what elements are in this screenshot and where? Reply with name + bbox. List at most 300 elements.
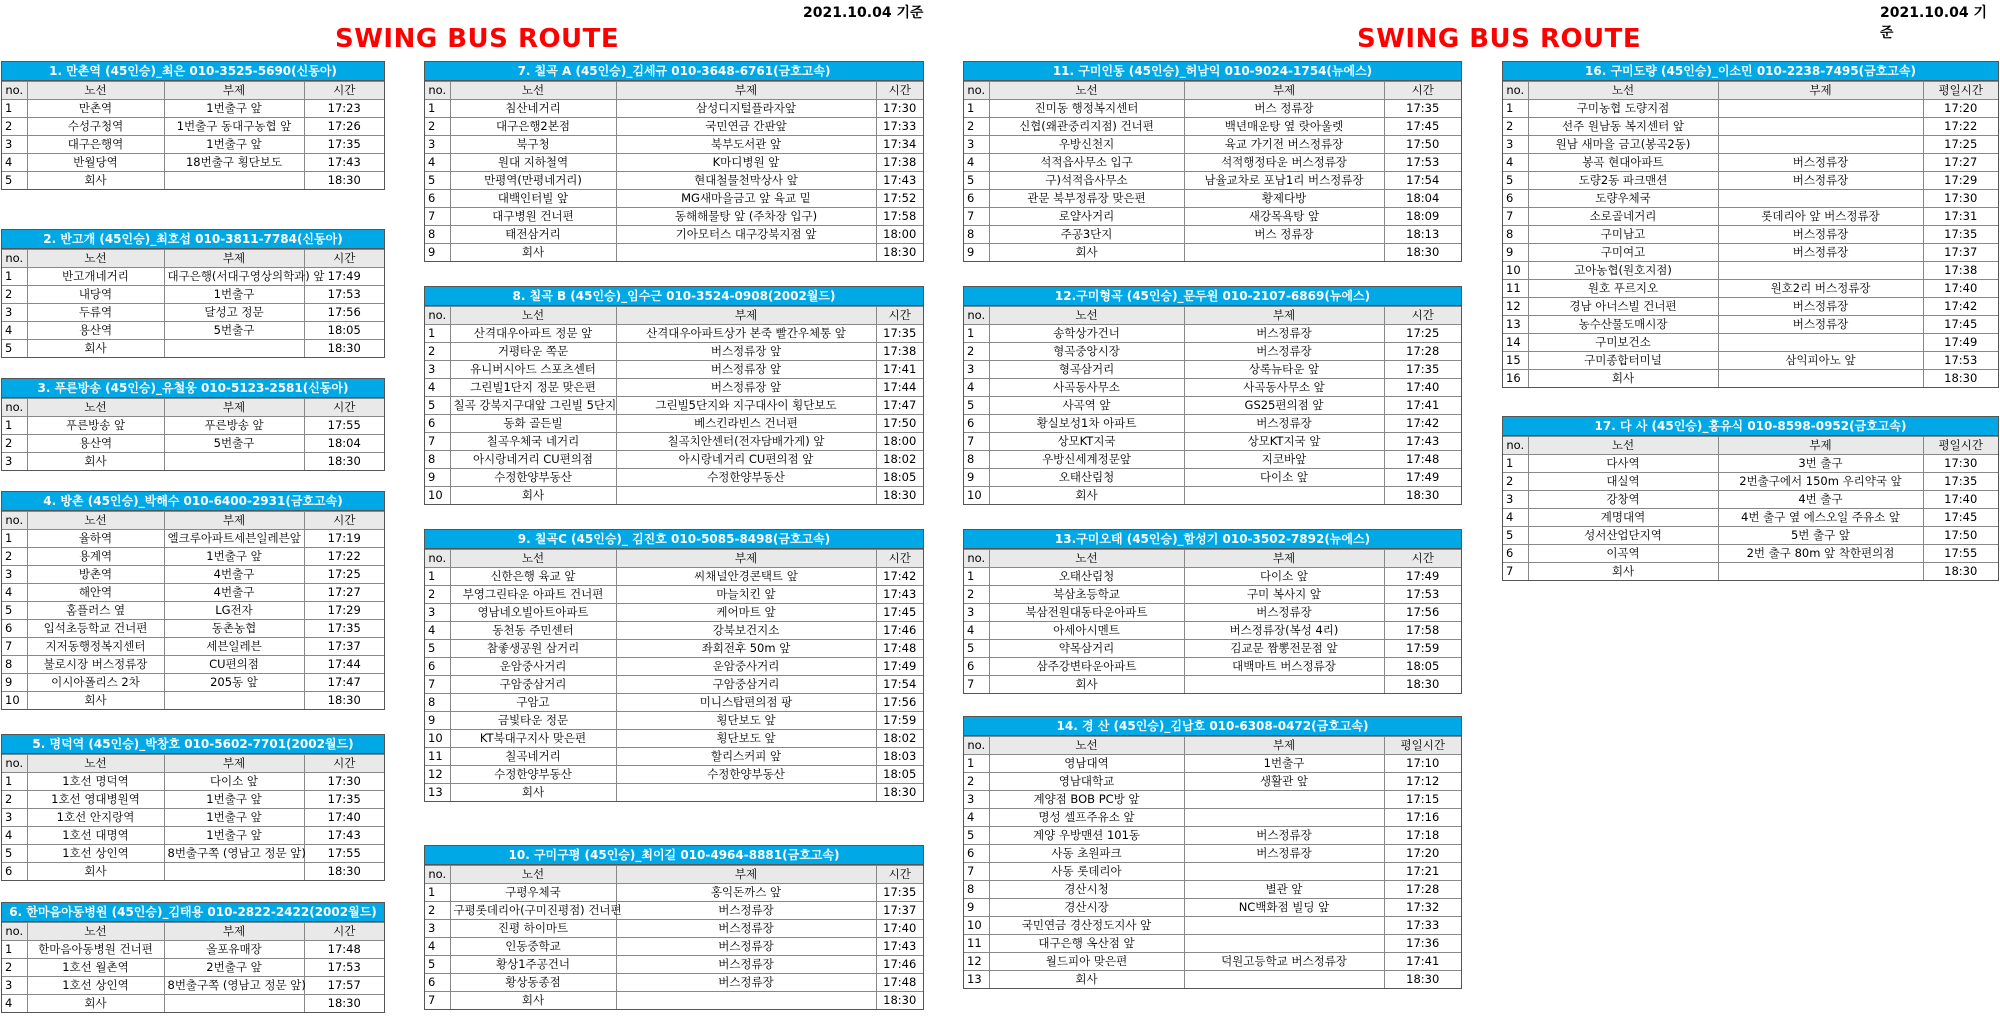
stop-time: 17:35	[876, 325, 923, 343]
col-route-header: 노선	[27, 399, 164, 417]
table-row	[2, 638, 384, 656]
stop-number: 3	[2, 977, 27, 995]
stop-note: 남율교차로 포남1리 버스정류장	[1184, 172, 1384, 190]
stop-time: 17:41	[876, 361, 923, 379]
stop-time: 17:43	[876, 172, 923, 190]
stop-time: 17:45	[1923, 509, 1998, 527]
stop-time: 17:53	[304, 286, 384, 304]
stop-name: 신협(왜관중리지점) 건너편	[989, 118, 1184, 136]
route-table-16	[1502, 416, 1999, 581]
stop-note: 수정한양부동산	[616, 469, 876, 487]
stop-note	[1718, 370, 1923, 388]
table-row	[425, 361, 923, 379]
table-row	[964, 433, 1461, 451]
stop-name: 대구은행2본점	[450, 118, 616, 136]
stop-name: 동화 골든빌	[450, 415, 616, 433]
stop-time: 17:33	[1384, 917, 1461, 935]
stop-name: 칠곡 강북지구대앞 그린빌 5단지	[450, 397, 616, 415]
stop-name: 농수산물도매시장	[1528, 316, 1718, 334]
stop-name: 신한은행 육교 앞	[450, 568, 616, 586]
stop-number: 8	[425, 694, 450, 712]
table-row	[1503, 473, 1998, 491]
stop-time: 17:10	[1384, 755, 1461, 773]
stop-note: 황제다방	[1184, 190, 1384, 208]
stop-name: 회사	[450, 487, 616, 505]
stop-number: 10	[964, 487, 989, 505]
table-row	[964, 622, 1461, 640]
stop-number: 13	[425, 784, 450, 802]
table-row	[2, 118, 384, 136]
table-row	[2, 548, 384, 566]
stop-name: 회사	[27, 863, 164, 881]
stop-name: 상모KT지국	[989, 433, 1184, 451]
stop-time: 17:25	[1384, 325, 1461, 343]
stop-note: 홍익돈까스 앞	[616, 884, 876, 902]
stop-name: 두류역	[27, 304, 164, 322]
stop-number: 3	[964, 604, 989, 622]
stop-note	[1184, 791, 1384, 809]
stop-number: 7	[425, 992, 450, 1010]
stop-note: 새강목욕탕 앞	[1184, 208, 1384, 226]
col-time-header: 시간	[1384, 307, 1461, 325]
stop-name: 회사	[450, 784, 616, 802]
stop-name: 구미보건소	[1528, 334, 1718, 352]
stop-name: 북구청	[450, 136, 616, 154]
stop-number: 1	[964, 568, 989, 586]
stop-number: 9	[1503, 244, 1528, 262]
stop-note	[1718, 100, 1923, 118]
stop-time: 18:30	[304, 172, 384, 190]
col-time-header: 시간	[304, 755, 384, 773]
table-row	[964, 586, 1461, 604]
col-time-header: 평일시간	[1923, 82, 1998, 100]
stop-note: 대백마트 버스정류장	[1184, 658, 1384, 676]
table-row	[2, 304, 384, 322]
stop-name: 참좋생공원 삼거리	[450, 640, 616, 658]
stop-number: 3	[1503, 491, 1528, 509]
route-title: 5. 명덕역 (45인승)_박창호 010-5602-7701(2002월드)	[2, 735, 384, 754]
stop-number: 1	[2, 268, 27, 286]
stop-note	[164, 453, 304, 471]
stop-name: 회사	[450, 244, 616, 262]
stop-name: 회사	[450, 992, 616, 1010]
stop-note: 5번출구	[164, 322, 304, 340]
stop-name: 이시아폴리스 2차	[27, 674, 164, 692]
table-row	[425, 956, 923, 974]
stop-number: 5	[2, 845, 27, 863]
stop-note: LG전자	[164, 602, 304, 620]
stop-note	[1718, 118, 1923, 136]
col-time-header: 시간	[304, 923, 384, 941]
table-row	[425, 766, 923, 784]
stop-name: 대실역	[1528, 473, 1718, 491]
table-row	[2, 674, 384, 692]
stop-time: 17:40	[1384, 379, 1461, 397]
table-row	[1503, 244, 1998, 262]
table-row	[1503, 316, 1998, 334]
stop-time: 17:25	[304, 566, 384, 584]
stop-name: 칠곡네거리	[450, 748, 616, 766]
stop-time: 17:42	[876, 568, 923, 586]
table-row	[2, 959, 384, 977]
stop-note: 5번출구	[164, 435, 304, 453]
stop-time: 17:35	[1923, 226, 1998, 244]
stop-note: 1번출구 동대구농협 앞	[164, 118, 304, 136]
table-row	[2, 435, 384, 453]
stop-number: 1	[1503, 100, 1528, 118]
stop-number: 13	[964, 971, 989, 989]
stop-name: 1호선 상인역	[27, 845, 164, 863]
stop-time: 18:30	[876, 992, 923, 1010]
stop-name: 황상동종점	[450, 974, 616, 992]
col-route-header: 노선	[989, 737, 1184, 755]
stop-name: 대구은행 옥산점 앞	[989, 935, 1184, 953]
table-row	[2, 340, 384, 358]
stop-number: 3	[425, 136, 450, 154]
table-row	[964, 100, 1461, 118]
stop-note	[1718, 262, 1923, 280]
stop-number: 7	[964, 433, 989, 451]
table-row	[2, 286, 384, 304]
table-row	[1503, 509, 1998, 527]
table-row	[2, 172, 384, 190]
table-row	[1503, 280, 1998, 298]
stop-note: 4번출구	[164, 584, 304, 602]
col-note-header: 부제	[1184, 307, 1384, 325]
stop-number: 9	[425, 244, 450, 262]
stop-time: 17:35	[304, 620, 384, 638]
stop-name: 반고개네거리	[27, 268, 164, 286]
stop-name: 사곡동사무소	[989, 379, 1184, 397]
stop-note: 원호2리 버스정류장	[1718, 280, 1923, 298]
col-route-header: 노선	[450, 866, 616, 884]
stop-time: 17:30	[876, 100, 923, 118]
stop-time: 18:05	[876, 766, 923, 784]
route-title: 6. 한마음아동병원 (45인승)_김태용 010-2822-2422(2002월드)	[2, 903, 384, 922]
stop-note: 상모KT지국 앞	[1184, 433, 1384, 451]
table-row	[964, 451, 1461, 469]
stop-name: 해안역	[27, 584, 164, 602]
stop-number: 4	[425, 379, 450, 397]
stop-name: 회사	[989, 244, 1184, 262]
stop-number: 7	[425, 208, 450, 226]
stop-note: 할리스커피 앞	[616, 748, 876, 766]
stop-name: 사곡역 앞	[989, 397, 1184, 415]
route-table-8	[424, 286, 924, 505]
stop-name: 계양점 BOB PC방 앞	[989, 791, 1184, 809]
stop-number: 6	[964, 845, 989, 863]
stop-note	[164, 863, 304, 881]
table-row	[2, 692, 384, 710]
table-row	[425, 586, 923, 604]
stop-note: 기아모터스 대구강북지점 앞	[616, 226, 876, 244]
stop-time: 17:48	[304, 941, 384, 959]
stop-note: 버스정류장	[616, 938, 876, 956]
stop-note: 북부도서관 앞	[616, 136, 876, 154]
stop-number: 1	[425, 100, 450, 118]
stop-number: 1	[2, 530, 27, 548]
stop-name: 오태산림청	[989, 469, 1184, 487]
route-title: 3. 푸른방송 (45인승)_유철웅 010-5123-2581(신동아)	[2, 379, 384, 398]
stop-note: 205동 앞	[164, 674, 304, 692]
stop-time: 17:45	[1384, 118, 1461, 136]
stop-note: 다이소 앞	[164, 773, 304, 791]
stop-number: 1	[2, 417, 27, 435]
table-row	[964, 379, 1461, 397]
col-note-header: 부제	[164, 399, 304, 417]
stop-name: 율하역	[27, 530, 164, 548]
table-row	[425, 640, 923, 658]
table-row	[964, 773, 1461, 791]
stop-note: 덕원고등학교 버스정류장	[1184, 953, 1384, 971]
stop-number: 3	[964, 136, 989, 154]
table-row	[964, 809, 1461, 827]
stop-time: 17:25	[1923, 136, 1998, 154]
stop-time: 17:44	[876, 379, 923, 397]
stop-time: 17:38	[876, 154, 923, 172]
col-time-header: 평일시간	[1923, 437, 1998, 455]
stop-number: 2	[2, 548, 27, 566]
stop-time: 18:30	[304, 340, 384, 358]
stop-note	[164, 692, 304, 710]
table-row	[2, 100, 384, 118]
route-table-12	[963, 286, 1462, 505]
stop-name: 영남네오빌아트아파트	[450, 604, 616, 622]
stop-name: 오태산림청	[989, 568, 1184, 586]
table-row	[964, 658, 1461, 676]
col-note-header: 부제	[164, 512, 304, 530]
stop-time: 18:03	[876, 748, 923, 766]
stop-note: 마늘치킨 앞	[616, 586, 876, 604]
stop-name: 1호선 명덕역	[27, 773, 164, 791]
stop-name: 지저동행정복지센터	[27, 638, 164, 656]
route-title: 4. 방촌 (45인승)_박해수 010-6400-2931(금호고속)	[2, 492, 384, 511]
route-title: 8. 칠곡 B (45인승)_임수근 010-3524-0908(2002월드)	[425, 287, 923, 306]
stop-note: 버스정류장	[616, 974, 876, 992]
col-no-header: no.	[964, 550, 989, 568]
stop-note: 미니스탑편의점 팡	[616, 694, 876, 712]
table-row	[964, 172, 1461, 190]
route-title: 17. 다 사 (45인승)_홍유식 010-8598-0952(금호고속)	[1503, 417, 1998, 436]
stop-time: 17:32	[1384, 899, 1461, 917]
col-no-header: no.	[425, 550, 450, 568]
stop-number: 2	[964, 586, 989, 604]
stop-note: 케어마트 앞	[616, 604, 876, 622]
table-row	[964, 676, 1461, 694]
table-row	[964, 953, 1461, 971]
table-row	[425, 730, 923, 748]
stop-number: 3	[425, 920, 450, 938]
stop-time: 18:05	[876, 469, 923, 487]
col-time-header: 시간	[876, 82, 923, 100]
stop-number: 7	[964, 676, 989, 694]
stop-note: 다이소 앞	[1184, 568, 1384, 586]
stop-note: 1번출구 앞	[164, 548, 304, 566]
stop-name: 대구병원 건너편	[450, 208, 616, 226]
stop-time: 17:47	[876, 397, 923, 415]
stop-note: 구암중삼거리	[616, 676, 876, 694]
page-title-right: SWING BUS ROUTE	[1357, 24, 1642, 54]
route-title: 16. 구미도량 (45인승)_이소민 010-2238-7495(금호고속)	[1503, 62, 1998, 81]
table-row	[425, 325, 923, 343]
stop-time: 17:55	[304, 845, 384, 863]
stop-time: 17:42	[1923, 298, 1998, 316]
stop-number: 2	[964, 773, 989, 791]
stop-name: KT북대구지사 맞은편	[450, 730, 616, 748]
table-row	[425, 676, 923, 694]
stop-name: 회사	[1528, 370, 1718, 388]
table-row	[425, 920, 923, 938]
stop-note: 1번출구 앞	[164, 100, 304, 118]
stop-note: 버스정류장	[616, 902, 876, 920]
stop-time: 17:43	[876, 586, 923, 604]
table-row	[1503, 491, 1998, 509]
stop-time: 17:29	[304, 602, 384, 620]
stop-name: 회사	[1528, 563, 1718, 581]
route-table-6	[1, 902, 385, 1013]
stop-number: 6	[964, 415, 989, 433]
stop-note	[616, 487, 876, 505]
stop-name: 석적읍사무소 입구	[989, 154, 1184, 172]
stop-number: 7	[425, 433, 450, 451]
stop-note: 수정한양부동산	[616, 766, 876, 784]
stop-name: 영남대학교	[989, 773, 1184, 791]
stop-number: 15	[1503, 352, 1528, 370]
stop-name: 로얄사거리	[989, 208, 1184, 226]
stop-number: 3	[2, 304, 27, 322]
stop-time: 17:52	[876, 190, 923, 208]
table-row	[2, 995, 384, 1013]
stop-number: 8	[425, 451, 450, 469]
stop-time: 18:30	[1384, 676, 1461, 694]
stop-note: 아시랑네거리 CU편의점 앞	[616, 451, 876, 469]
table-row	[964, 845, 1461, 863]
page-title-left: SWING BUS ROUTE	[335, 24, 620, 54]
stop-number: 12	[1503, 298, 1528, 316]
table-row	[2, 656, 384, 674]
col-route-header: 노선	[450, 550, 616, 568]
stop-time: 17:55	[304, 417, 384, 435]
stop-number: 1	[964, 100, 989, 118]
stop-time: 17:30	[1923, 455, 1998, 473]
stop-number: 9	[2, 674, 27, 692]
stop-time: 17:37	[876, 902, 923, 920]
stop-note: 5번 출구 앞	[1718, 527, 1923, 545]
stop-number: 9	[425, 469, 450, 487]
stop-number: 2	[2, 791, 27, 809]
stop-name: 구미종합터미널	[1528, 352, 1718, 370]
stop-number: 9	[964, 244, 989, 262]
stop-time: 17:35	[1923, 473, 1998, 491]
table-row	[964, 343, 1461, 361]
stop-note	[1184, 917, 1384, 935]
stop-note: 버스 정류장	[1184, 226, 1384, 244]
stop-number: 2	[964, 343, 989, 361]
stop-name: 회사	[989, 487, 1184, 505]
stop-number: 1	[2, 100, 27, 118]
col-route-header: 노선	[27, 755, 164, 773]
stop-note	[164, 340, 304, 358]
stop-time: 17:53	[304, 959, 384, 977]
stop-number: 3	[425, 361, 450, 379]
stop-number: 13	[1503, 316, 1528, 334]
stop-note	[1184, 676, 1384, 694]
stop-time: 17:43	[304, 154, 384, 172]
table-row	[2, 827, 384, 845]
table-row	[964, 154, 1461, 172]
stop-time: 18:04	[304, 435, 384, 453]
table-row	[964, 640, 1461, 658]
table-row	[425, 784, 923, 802]
table-row	[2, 584, 384, 602]
stop-note: 동촌농협	[164, 620, 304, 638]
stop-number: 6	[2, 863, 27, 881]
stop-number: 3	[964, 791, 989, 809]
stop-time: 18:05	[304, 322, 384, 340]
stop-number: 5	[2, 172, 27, 190]
stop-name: 선주 원남동 복지센터 앞	[1528, 118, 1718, 136]
stop-note: 상록뉴타운 앞	[1184, 361, 1384, 379]
table-row	[425, 397, 923, 415]
stop-time: 18:00	[876, 226, 923, 244]
table-row	[964, 899, 1461, 917]
table-row	[425, 487, 923, 505]
stop-name: 용계역	[27, 548, 164, 566]
stop-name: 구)석적읍사무소	[989, 172, 1184, 190]
stop-time: 17:41	[1384, 397, 1461, 415]
stop-note: 4번 출구	[1718, 491, 1923, 509]
table-row	[425, 748, 923, 766]
stop-name: 북삼초등학교	[989, 586, 1184, 604]
col-no-header: no.	[1503, 82, 1528, 100]
stop-time: 18:13	[1384, 226, 1461, 244]
stop-number: 8	[964, 451, 989, 469]
table-row	[2, 154, 384, 172]
col-note-header: 부제	[164, 923, 304, 941]
table-row	[964, 827, 1461, 845]
col-note-header: 부제	[616, 550, 876, 568]
table-row	[1503, 118, 1998, 136]
table-row	[425, 694, 923, 712]
stop-name: 1호선 대명역	[27, 827, 164, 845]
stop-note: 현대철물천막상사 앞	[616, 172, 876, 190]
stop-note: 1번출구 앞	[164, 791, 304, 809]
stop-name: 강창역	[1528, 491, 1718, 509]
date-label-right: 2021.10.04 기준	[1880, 5, 1987, 41]
stop-note	[1718, 334, 1923, 352]
stop-note: 사곡동사무소 앞	[1184, 379, 1384, 397]
stop-note: 세븐일레븐	[164, 638, 304, 656]
stop-time: 17:19	[304, 530, 384, 548]
col-route-header: 노선	[1528, 437, 1718, 455]
table-row	[2, 136, 384, 154]
table-row	[425, 884, 923, 902]
stop-number: 1	[425, 884, 450, 902]
stop-note: 생활관 앞	[1184, 773, 1384, 791]
stop-number: 6	[964, 658, 989, 676]
stop-number: 7	[964, 863, 989, 881]
stop-number: 4	[2, 322, 27, 340]
col-no-header: no.	[425, 82, 450, 100]
stop-note: 버스정류장 앞	[616, 379, 876, 397]
stop-time: 17:59	[1384, 640, 1461, 658]
stop-number: 5	[964, 827, 989, 845]
stop-number: 2	[425, 902, 450, 920]
stop-time: 17:16	[1384, 809, 1461, 827]
stop-number: 7	[1503, 208, 1528, 226]
col-time-header: 시간	[876, 550, 923, 568]
stop-note: 석적행정타운 버스정류장	[1184, 154, 1384, 172]
